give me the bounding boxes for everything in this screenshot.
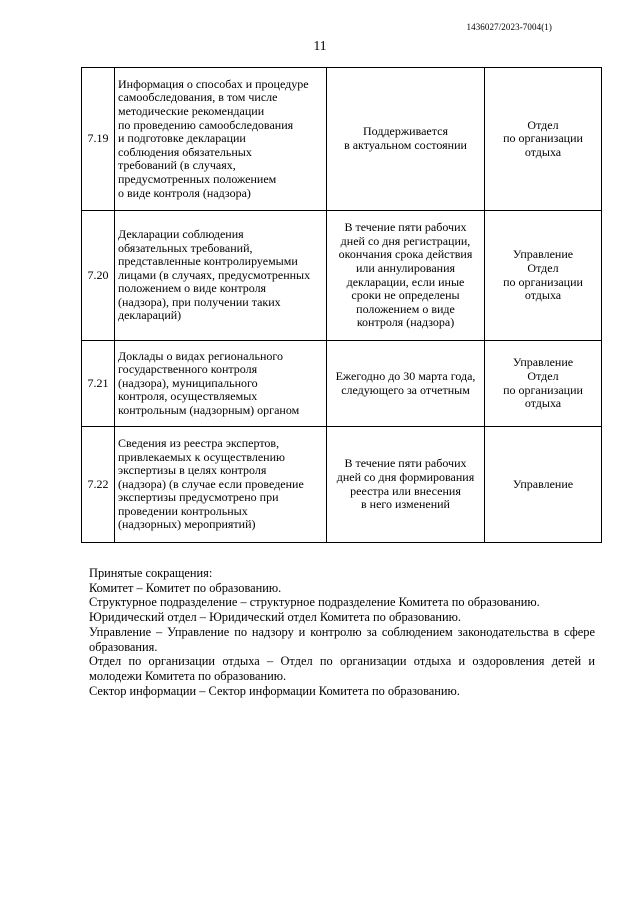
abbreviations-section xyxy=(89,566,595,698)
cell-line: сроки не определены xyxy=(351,288,460,303)
abbreviation-item: Отдел по организации отдыха – Отдел по организации отдыха и оздоровления детей и молодежи Комитета по образованию. xyxy=(89,654,595,683)
cell-line: положением о виде контроля xyxy=(118,281,267,296)
cell-line: по организации xyxy=(503,274,583,289)
cell-line: обязательных требований, xyxy=(118,240,253,255)
cell-line: Декларации соблюдения xyxy=(118,226,244,241)
cell-line: экспертизы предусмотрено при xyxy=(118,490,279,505)
cell-line: (надзора), муниципального xyxy=(118,375,258,390)
cell-line: Ежегодно до 30 марта года, xyxy=(335,368,476,383)
cell-line: (надзора) (в случае если проведение xyxy=(118,476,304,491)
cell-line: государственного контроля xyxy=(118,362,258,377)
cell-line: контрольным (надзорным) органом xyxy=(118,402,300,417)
cell-line: Доклады о видах регионального xyxy=(118,348,284,363)
cell-line: Отдел xyxy=(527,368,559,383)
cell-line: Сведения из реестра экспертов, xyxy=(118,435,280,450)
abbreviation-item: Комитет – Комитет по образованию. xyxy=(89,580,282,595)
cell-line: или аннулирования xyxy=(355,260,456,275)
cell-line: В течение пяти рабочих xyxy=(344,220,467,235)
cell-line: предусмотренных положением xyxy=(118,171,277,186)
table-row xyxy=(82,427,602,543)
row-number: 7.19 xyxy=(82,68,115,211)
cell-line: положением о виде xyxy=(356,301,455,316)
term-cell xyxy=(327,68,485,211)
row-number: 7.20 xyxy=(82,211,115,341)
cell-line: Поддерживается xyxy=(363,124,448,139)
cell-line: проведении контрольных xyxy=(118,503,248,518)
cell-line: В течение пяти рабочих xyxy=(344,456,467,471)
cell-line: представленные контролируемыми xyxy=(118,254,298,269)
cell-line: в актуальном состоянии xyxy=(344,138,467,152)
table-row xyxy=(82,211,602,341)
cell-line: методические рекомендации xyxy=(118,104,265,119)
cell-line: контроля (надзора) xyxy=(356,315,455,330)
cell-line: дней со дня регистрации, xyxy=(340,233,471,248)
cell-line: Отдел xyxy=(527,260,559,275)
cell-line: декларации, если иные xyxy=(346,274,465,289)
cell-line: и подготовке декларации xyxy=(118,131,246,146)
cell-line: Управление xyxy=(512,476,574,491)
information-table xyxy=(81,67,602,543)
info-cell xyxy=(115,68,327,211)
cell-line: окончания срока действия xyxy=(338,247,473,262)
cell-line: по организации xyxy=(503,131,583,146)
abbreviation-item: Управление – Управление по надзору и контролю за соблюдением законодательства в сфере образования. xyxy=(89,624,595,654)
responsible-cell xyxy=(485,427,602,543)
term-cell xyxy=(327,427,485,543)
cell-line: по организации xyxy=(503,382,583,397)
term-cell xyxy=(327,211,485,341)
abbreviation-item: Сектор информации – Сектор информации Комитета по образованию. xyxy=(89,683,460,698)
responsible-cell xyxy=(485,211,602,341)
cell-line: о виде контроля (надзора) xyxy=(118,185,251,200)
cell-line: отдыха xyxy=(524,288,562,303)
row-number: 7.21 xyxy=(82,341,115,427)
cell-line: Управление xyxy=(512,355,574,370)
cell-line: дней со дня формирования xyxy=(336,469,475,484)
cell-line: самообследования, в том числе xyxy=(118,90,278,105)
cell-line: отдыха xyxy=(524,396,562,411)
page-number: 11 xyxy=(313,38,327,53)
cell-line: (надзора), при получении таких xyxy=(118,294,281,309)
cell-line: деклараций) xyxy=(118,308,182,323)
cell-line: соблюдения обязательных xyxy=(118,144,252,159)
responsible-cell xyxy=(485,68,602,211)
table-row xyxy=(82,341,602,427)
cell-line: (надзорных) мероприятий) xyxy=(118,517,256,532)
cell-line: в него изменений xyxy=(361,497,450,512)
abbreviations-heading: Принятые сокращения: xyxy=(89,566,213,580)
info-cell xyxy=(115,427,327,543)
cell-line: контроля, осуществляемых xyxy=(118,389,258,404)
cell-line: по проведению самообследования xyxy=(118,117,294,132)
abbreviation-item: Структурное подразделение – структурное подразделение Комитета по образованию. xyxy=(89,595,540,610)
cell-line: привлекаемых к осуществлению xyxy=(118,449,285,464)
cell-line: лицами (в случаях, предусмотренных xyxy=(118,267,311,282)
responsible-cell xyxy=(485,341,602,427)
cell-line: Отдел xyxy=(527,117,559,132)
cell-line: следующего за отчетным xyxy=(341,382,470,397)
table-row xyxy=(82,68,602,211)
cell-line: экспертизы в целях контроля xyxy=(118,463,267,478)
document-number: 1436027/2023-7004(1) xyxy=(466,22,552,32)
term-cell xyxy=(327,341,485,427)
cell-line: отдыха xyxy=(524,144,562,159)
info-cell xyxy=(115,341,327,427)
cell-line: требований (в случаях, xyxy=(118,158,236,173)
row-number: 7.22 xyxy=(82,427,115,543)
cell-line: реестра или внесения xyxy=(350,483,461,498)
cell-line: Управление xyxy=(512,247,574,262)
cell-line: Информация о способах и процедуре xyxy=(118,76,309,91)
info-cell xyxy=(115,211,327,341)
abbreviation-item: Юридический отдел – Юридический отдел Комитета по образованию. xyxy=(89,610,461,625)
